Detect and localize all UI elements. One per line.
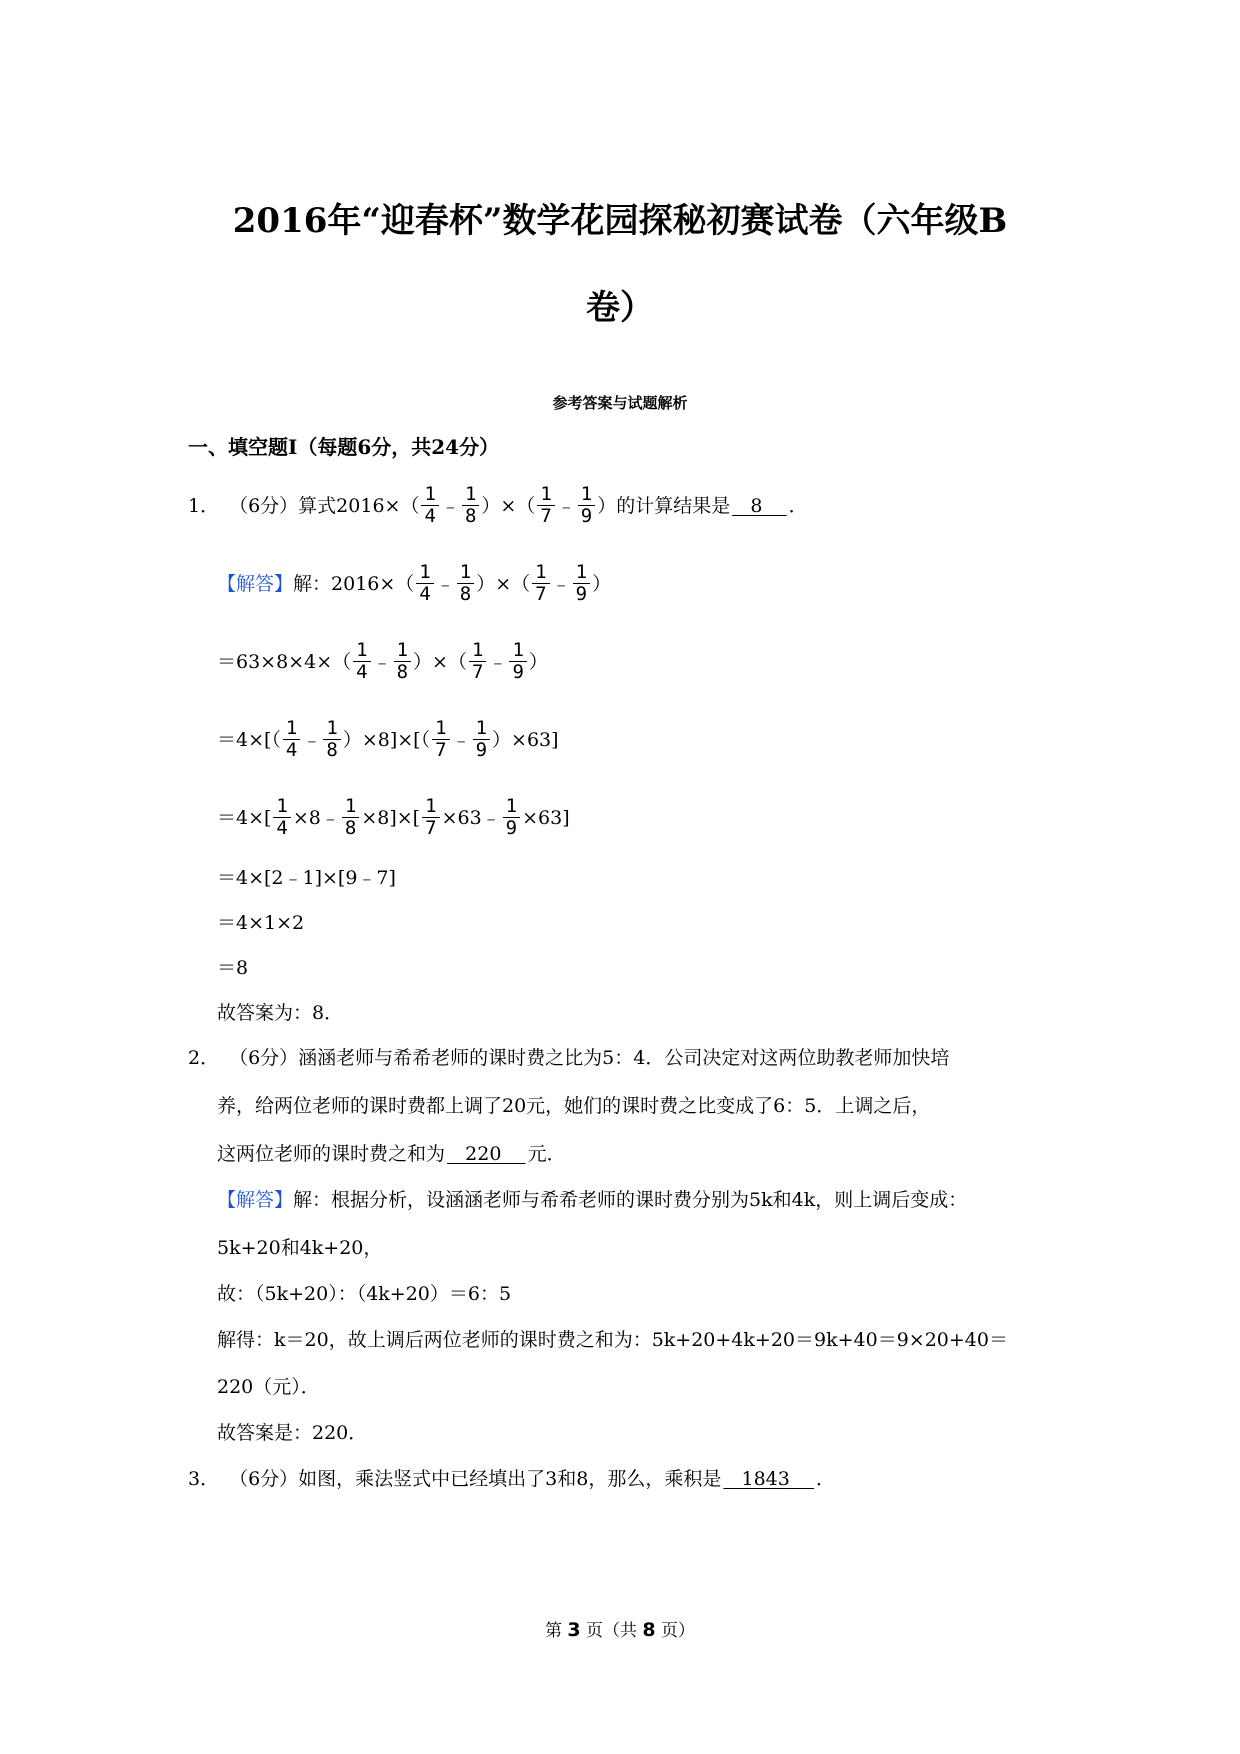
operator: ） [528, 650, 548, 673]
solution-conclusion: 故答案是：220． [217, 1422, 368, 1444]
period: ． [788, 494, 808, 517]
minus-sign: ﹣ [556, 494, 576, 517]
question-text: 养，给两位老师的课时费都上调了20元，她们的课时费之比变成了6：5．上调之后， [217, 1095, 931, 1117]
operator: ） [592, 572, 612, 595]
page-title-line-2: 卷） [586, 288, 654, 328]
fraction: $\frac{1}{9}$ [578, 484, 595, 527]
question-text-segment: 元． [527, 1143, 566, 1165]
fraction: $\frac{1}{4}$ [353, 640, 370, 683]
fraction: $\frac{1}{9}$ [573, 562, 590, 605]
operator: ）×（ [481, 494, 536, 517]
fraction: $\frac{1}{7}$ [469, 640, 486, 683]
minus-sign: ﹣ [440, 494, 460, 517]
section-heading: 一、填空题Ⅰ（每题6分，共24分） [188, 435, 500, 459]
answer-blank: 8 [750, 494, 763, 517]
fraction: $\frac{1}{9}$ [509, 640, 526, 683]
solution-text: 解：2016×（ [293, 572, 415, 595]
fraction: $\frac{1}{7}$ [537, 484, 554, 527]
fraction: $\frac{1}{8}$ [462, 484, 479, 527]
solution-line: ＝8 [217, 957, 249, 979]
solution-line: ＝4×1×2 [217, 912, 305, 934]
question-text: ）的计算结果是 [597, 494, 731, 517]
answer-blank: 220 [465, 1143, 502, 1165]
solution-text: ＝4×[ [217, 806, 272, 829]
solution-line [217, 1188, 967, 1212]
solution-text: ＝63×8×4×（ [217, 650, 352, 673]
total-pages: 8 [642, 1619, 656, 1641]
question-text: （6分）涵涵老师与希希老师的课时费之比为5：4．公司决定对这两位助教老师加快培 [229, 1047, 950, 1069]
solution-text: ＝4×[（ [217, 728, 281, 751]
fraction: $\frac{1}{8}$ [457, 562, 474, 605]
solution-line: ＝4×[2﹣1]×[9﹣7] [217, 867, 396, 889]
period: ． [816, 1468, 836, 1490]
solution-line: 故：（5k+20）：（4k+20）＝6：5 [217, 1283, 512, 1305]
question-text [217, 1142, 566, 1166]
page-number: 3 [567, 1619, 581, 1641]
operator: ）×63] [492, 728, 559, 751]
page-subtitle: 参考答案与试题解析 [552, 394, 688, 412]
solution-tag: 【解答】 [217, 1189, 294, 1211]
solution-line: 解得：k＝20，故上调后两位老师的课时费之和为：5k+20+4k+20＝9k+40＝9×20+40＝ [217, 1329, 1008, 1351]
fraction: $\frac{1}{8}$ [394, 640, 411, 683]
operator: ）×（ [476, 572, 531, 595]
operator: ×8]×[ [361, 806, 421, 829]
solution-line [217, 796, 570, 839]
fraction: $\frac{1}{7}$ [532, 562, 549, 605]
question-2 [188, 1046, 949, 1070]
minus-sign: ﹣ [551, 572, 571, 595]
fraction: $\frac{1}{7}$ [432, 718, 449, 761]
operator: ×63] [522, 806, 570, 829]
question-number: 2． [188, 1047, 220, 1069]
answer-blank: 1843 [741, 1468, 790, 1490]
fraction: $\frac{1}{4}$ [273, 796, 290, 839]
operator: ）×（ [413, 650, 467, 673]
question-number: 3． [188, 1468, 220, 1490]
question-text-segment: 这两位老师的课时费之和为 [217, 1143, 446, 1165]
solution-line [217, 640, 548, 683]
footer-text: 页） [661, 1621, 696, 1641]
minus-sign: ﹣ [435, 572, 455, 595]
question-3 [188, 1467, 835, 1491]
question-number: 1． [188, 494, 220, 517]
fraction: $\frac{1}{7}$ [422, 796, 439, 839]
minus-sign: ﹣ [302, 728, 322, 751]
solution-line: 220（元）． [217, 1376, 320, 1398]
minus-sign: ﹣ [451, 728, 471, 751]
fraction: $\frac{1}{4}$ [416, 562, 433, 605]
solution-tag: 【解答】 [217, 572, 294, 595]
page-footer [0, 1616, 1240, 1641]
fraction: $\frac{1}{8}$ [342, 796, 359, 839]
operator: ×63﹣ [441, 806, 501, 829]
question-text: （6分）算式2016×（ [229, 494, 420, 517]
fraction: $\frac{1}{4}$ [283, 718, 300, 761]
fraction: $\frac{1}{9}$ [473, 718, 490, 761]
footer-text: 第 [544, 1621, 562, 1641]
page-title-line-1: 2016年“迎春杯”数学花园探秘初赛试卷（六年级B [232, 201, 1008, 241]
fraction: $\frac{1}{9}$ [503, 796, 520, 839]
operator: ）×8]×[（ [342, 728, 431, 751]
fraction: $\frac{1}{4}$ [421, 484, 438, 527]
question-text: （6分）如图，乘法竖式中已经填出了3和8，那么，乘积是 [229, 1468, 722, 1490]
solution-line [217, 562, 611, 605]
footer-text: 页（共 [586, 1621, 637, 1641]
question-1 [188, 484, 808, 527]
fraction: $\frac{1}{8}$ [323, 718, 340, 761]
minus-sign: ﹣ [488, 650, 508, 673]
solution-conclusion: 故答案为：8． [217, 1002, 344, 1024]
operator: ×8﹣ [292, 806, 340, 829]
solution-line: 5k+20和4k+20， [217, 1237, 383, 1259]
solution-line [217, 718, 559, 761]
solution-text: 解：根据分析，设涵涵老师与希希老师的课时费分别为5k和4k，则上调后变成： [293, 1189, 968, 1211]
minus-sign: ﹣ [372, 650, 392, 673]
